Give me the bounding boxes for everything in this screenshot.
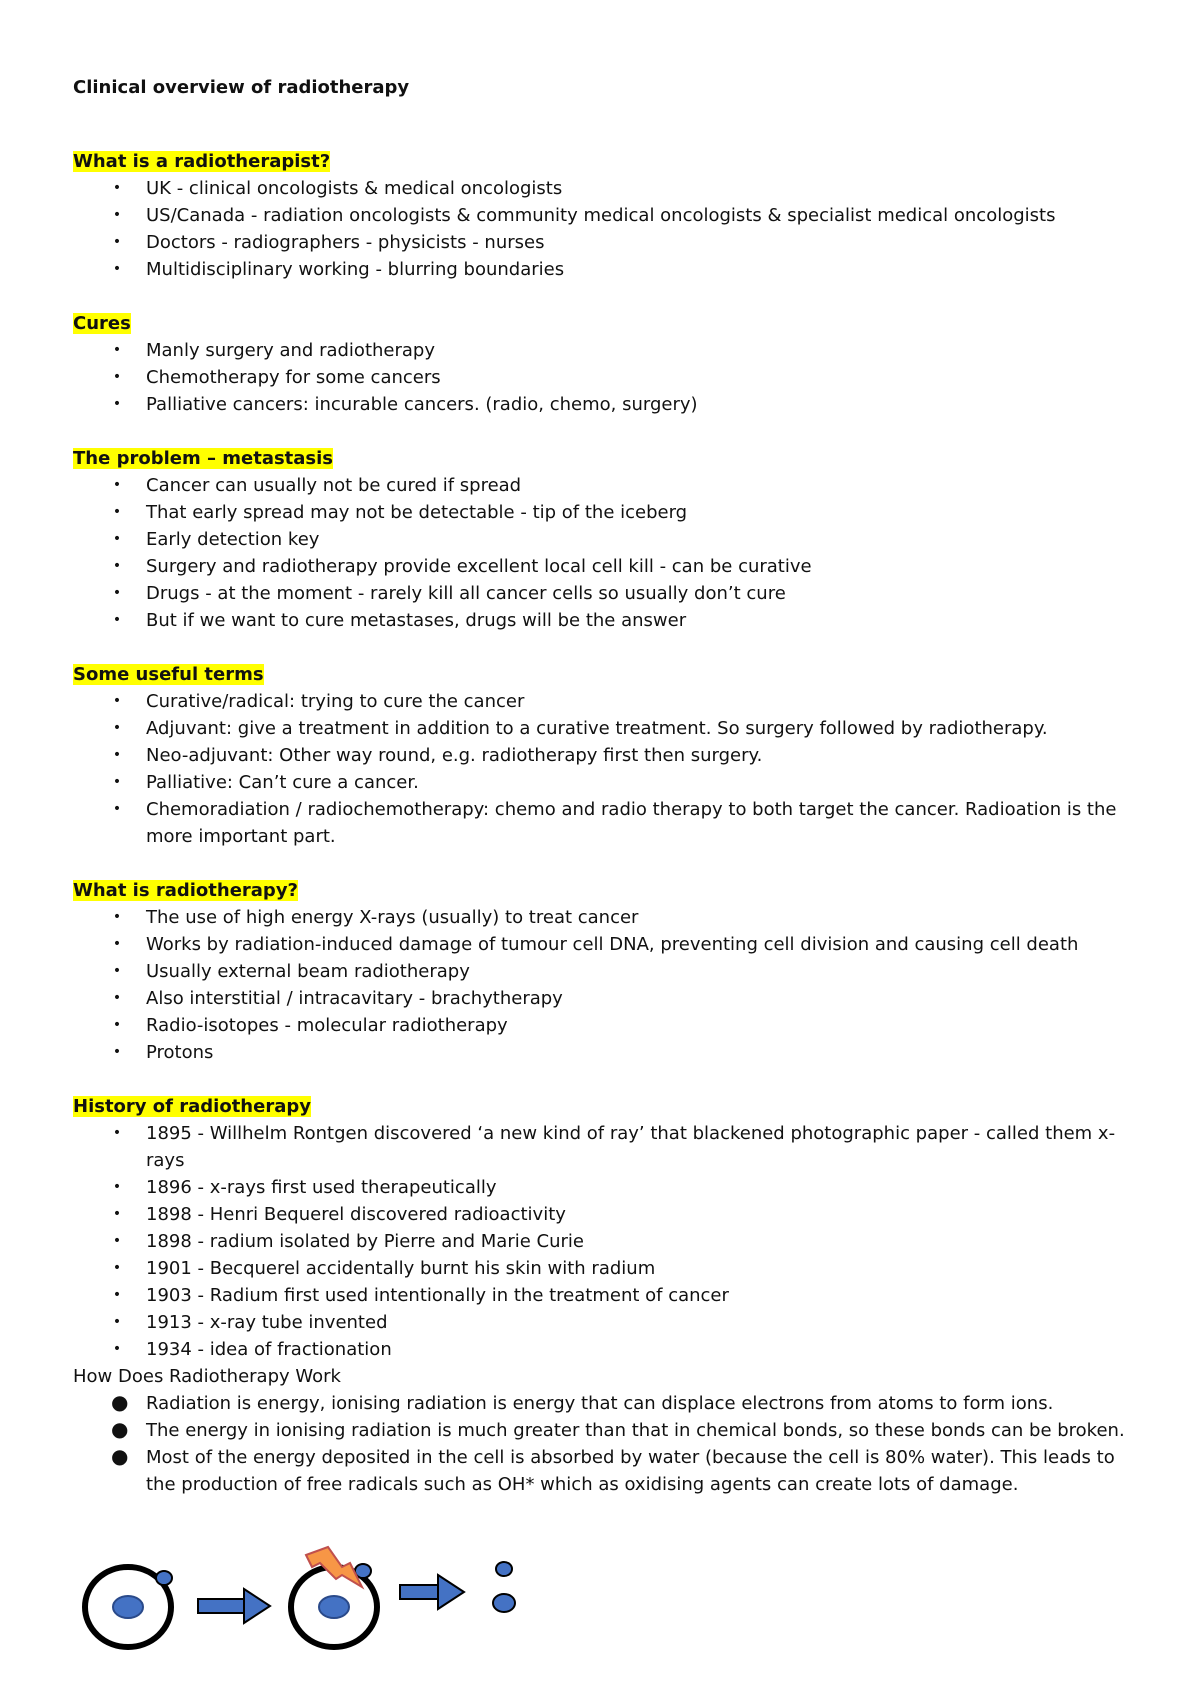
document-title: Clinical overview of radiotherapy xyxy=(73,77,410,98)
list-item-text: 1898 - Henri Bequerel discovered radioactivity xyxy=(146,1204,566,1225)
section xyxy=(73,310,1133,418)
list-item-text: That early spread may not be detectable - tip of the iceberg xyxy=(146,502,688,523)
section-heading xyxy=(73,148,1133,175)
list-item-text: Palliative cancers: incurable cancers. (radio, chemo, surgery) xyxy=(146,394,698,415)
list-item xyxy=(73,553,1133,580)
section xyxy=(73,1093,1133,1363)
list-item-text: Usually external beam radiotherapy xyxy=(146,961,470,982)
lightning-bolt-icon xyxy=(306,1547,362,1587)
list-item xyxy=(73,499,1133,526)
bullet-icon: • xyxy=(112,261,122,277)
list-item xyxy=(73,364,1133,391)
bullet-icon: • xyxy=(112,1287,122,1303)
list-item xyxy=(73,1012,1133,1039)
bullet-icon: • xyxy=(112,747,122,763)
bullet-icon: ● xyxy=(111,1444,129,1468)
list-item-text: Doctors - radiographers - physicists - nurses xyxy=(146,232,545,253)
list-item-text: Multidisciplinary working - blurring boundaries xyxy=(146,259,565,280)
list-item xyxy=(73,1390,1133,1417)
bullet-icon: • xyxy=(112,558,122,574)
bullet-icon: • xyxy=(112,531,122,547)
bullet-icon: • xyxy=(112,1179,122,1195)
bullet-icon: • xyxy=(112,396,122,412)
document-page xyxy=(73,74,1133,1498)
list-item-text: Surgery and radiotherapy provide excellent local cell kill - can be curative xyxy=(146,556,812,577)
list-item xyxy=(73,391,1133,418)
bullet-icon: • xyxy=(112,180,122,196)
list-item xyxy=(73,796,1133,850)
bullet-icon: • xyxy=(112,234,122,250)
bullet-icon: • xyxy=(112,207,122,223)
bullet-icon: • xyxy=(112,693,122,709)
ion-particles-icon xyxy=(493,1562,515,1612)
atom-icon xyxy=(85,1567,172,1647)
list-item xyxy=(73,1444,1133,1498)
list-item xyxy=(73,931,1133,958)
list-item-text: Chemotherapy for some cancers xyxy=(146,367,441,388)
highlighted-heading-text: Some useful terms xyxy=(73,664,264,685)
list-item-text: The energy in ionising radiation is much greater than that in chemical bonds, so these bonds can be broken. xyxy=(146,1420,1125,1441)
list-item-text: US/Canada - radiation oncologists & community medical oncologists & specialist medical oncologists xyxy=(146,205,1056,226)
list-item-text: Early detection key xyxy=(146,529,320,550)
list-item-text: UK - clinical oncologists & medical oncologists xyxy=(146,178,563,199)
list-item-text: Palliative: Can’t cure a cancer. xyxy=(146,772,419,793)
list-item-text: Drugs - at the moment - rarely kill all cancer cells so usually don’t cure xyxy=(146,583,786,604)
bullet-icon: • xyxy=(112,909,122,925)
bullet-icon: ● xyxy=(111,1390,129,1414)
list-item xyxy=(73,1039,1133,1066)
list-item-text: Works by radiation-induced damage of tumour cell DNA, preventing cell division and causing cell death xyxy=(146,934,1079,955)
bullet-list-how xyxy=(73,1390,1133,1498)
bullet-list xyxy=(73,337,1133,418)
list-item xyxy=(73,472,1133,499)
bullet-icon: • xyxy=(112,504,122,520)
arrow-right-icon xyxy=(400,1575,464,1609)
list-item xyxy=(73,1201,1133,1228)
bullet-icon: • xyxy=(112,720,122,736)
list-item-text: 1901 - Becquerel accidentally burnt his skin with radium xyxy=(146,1258,656,1279)
list-item xyxy=(73,688,1133,715)
list-item xyxy=(73,958,1133,985)
bullet-list xyxy=(73,688,1133,850)
bullet-list xyxy=(73,472,1133,634)
list-item xyxy=(73,1309,1133,1336)
section-heading-how: How Does Radiotherapy Work xyxy=(73,1366,341,1387)
list-item-text: 1895 - Willhelm Rontgen discovered ‘a new kind of ray’ that blackened photographic paper - called them x-rays xyxy=(146,1123,1116,1171)
list-item-text: Chemoradiation / radiochemotherapy: chemo and radio therapy to both target the cancer. Radioation is the more important part. xyxy=(146,799,1117,847)
highlighted-heading-text: History of radiotherapy xyxy=(73,1096,311,1117)
highlighted-heading-text: What is radiotherapy? xyxy=(73,880,298,901)
list-item xyxy=(73,256,1133,283)
section xyxy=(73,148,1133,283)
bullet-icon: • xyxy=(112,801,122,817)
bullet-list xyxy=(73,175,1133,283)
list-item xyxy=(73,904,1133,931)
list-item-text: 1903 - Radium first used intentionally in the treatment of cancer xyxy=(146,1285,729,1306)
ionisation-diagram xyxy=(80,1545,520,1655)
list-item-text: But if we want to cure metastases, drugs will be the answer xyxy=(146,610,687,631)
section-heading xyxy=(73,310,1133,337)
bullet-icon: • xyxy=(112,1341,122,1357)
list-item xyxy=(73,337,1133,364)
sections-container xyxy=(73,148,1133,1363)
section-heading xyxy=(73,1093,1133,1120)
list-item xyxy=(73,1282,1133,1309)
bullet-icon: • xyxy=(112,1044,122,1060)
list-item xyxy=(73,985,1133,1012)
bullet-icon: • xyxy=(112,990,122,1006)
list-item-text: Manly surgery and radiotherapy xyxy=(146,340,435,361)
list-item xyxy=(73,229,1133,256)
bullet-icon: • xyxy=(112,612,122,628)
list-item-text: 1934 - idea of fractionation xyxy=(146,1339,392,1360)
list-item xyxy=(73,580,1133,607)
list-item-text: The use of high energy X-rays (usually) to treat cancer xyxy=(146,907,639,928)
list-item xyxy=(73,742,1133,769)
section-heading xyxy=(73,661,1133,688)
list-item-text: Also interstitial / intracavitary - brachytherapy xyxy=(146,988,563,1009)
highlighted-heading-text: What is a radiotherapist? xyxy=(73,151,331,172)
list-item xyxy=(73,1255,1133,1282)
bullet-icon: ● xyxy=(111,1417,129,1441)
bullet-icon: • xyxy=(112,1017,122,1033)
section-heading xyxy=(73,877,1133,904)
list-item-text: Adjuvant: give a treatment in addition to a curative treatment. So surgery followed by radiotherapy. xyxy=(146,718,1048,739)
section-heading xyxy=(73,445,1133,472)
list-item xyxy=(73,202,1133,229)
list-item xyxy=(73,526,1133,553)
bullet-icon: • xyxy=(112,342,122,358)
list-item xyxy=(73,769,1133,796)
list-item xyxy=(73,1417,1133,1444)
bullet-icon: • xyxy=(112,963,122,979)
section xyxy=(73,445,1133,634)
bullet-icon: • xyxy=(112,1206,122,1222)
list-item-text: Most of the energy deposited in the cell is absorbed by water (because the cell is 80% water). This leads to the production of free radicals such as OH* which as oxidising agents can create lots of damage. xyxy=(146,1447,1115,1495)
list-item xyxy=(73,175,1133,202)
bullet-icon: • xyxy=(112,1125,122,1141)
list-item-text: 1898 - radium isolated by Pierre and Marie Curie xyxy=(146,1231,584,1252)
highlighted-heading-text: The problem – metastasis xyxy=(73,448,334,469)
bullet-icon: • xyxy=(112,1260,122,1276)
list-item xyxy=(73,607,1133,634)
list-item xyxy=(73,1120,1133,1174)
list-item-text: 1896 - x-rays first used therapeutically xyxy=(146,1177,497,1198)
bullet-icon: • xyxy=(112,1314,122,1330)
list-item xyxy=(73,1174,1133,1201)
list-item-text: Curative/radical: trying to cure the cancer xyxy=(146,691,525,712)
list-item xyxy=(73,1228,1133,1255)
bullet-icon: • xyxy=(112,1233,122,1249)
section xyxy=(73,877,1133,1066)
list-item-text: Protons xyxy=(146,1042,214,1063)
highlighted-heading-text: Cures xyxy=(73,313,131,334)
bullet-icon: • xyxy=(112,936,122,952)
list-item-text: Radio-isotopes - molecular radiotherapy xyxy=(146,1015,508,1036)
bullet-icon: • xyxy=(112,774,122,790)
bullet-list xyxy=(73,1120,1133,1363)
section xyxy=(73,661,1133,850)
arrow-right-icon xyxy=(198,1589,270,1623)
list-item-text: Radiation is energy, ionising radiation is energy that can displace electrons from atoms to form ions. xyxy=(146,1393,1054,1414)
bullet-icon: • xyxy=(112,585,122,601)
list-item-text: Neo-adjuvant: Other way round, e.g. radiotherapy first then surgery. xyxy=(146,745,763,766)
list-item-text: 1913 - x-ray tube invented xyxy=(146,1312,388,1333)
bullet-list xyxy=(73,904,1133,1066)
list-item-text: Cancer can usually not be cured if spread xyxy=(146,475,522,496)
list-item xyxy=(73,715,1133,742)
list-item xyxy=(73,1336,1133,1363)
bullet-icon: • xyxy=(112,369,122,385)
section-how-radiotherapy-works xyxy=(73,1363,1133,1498)
bullet-icon: • xyxy=(112,477,122,493)
